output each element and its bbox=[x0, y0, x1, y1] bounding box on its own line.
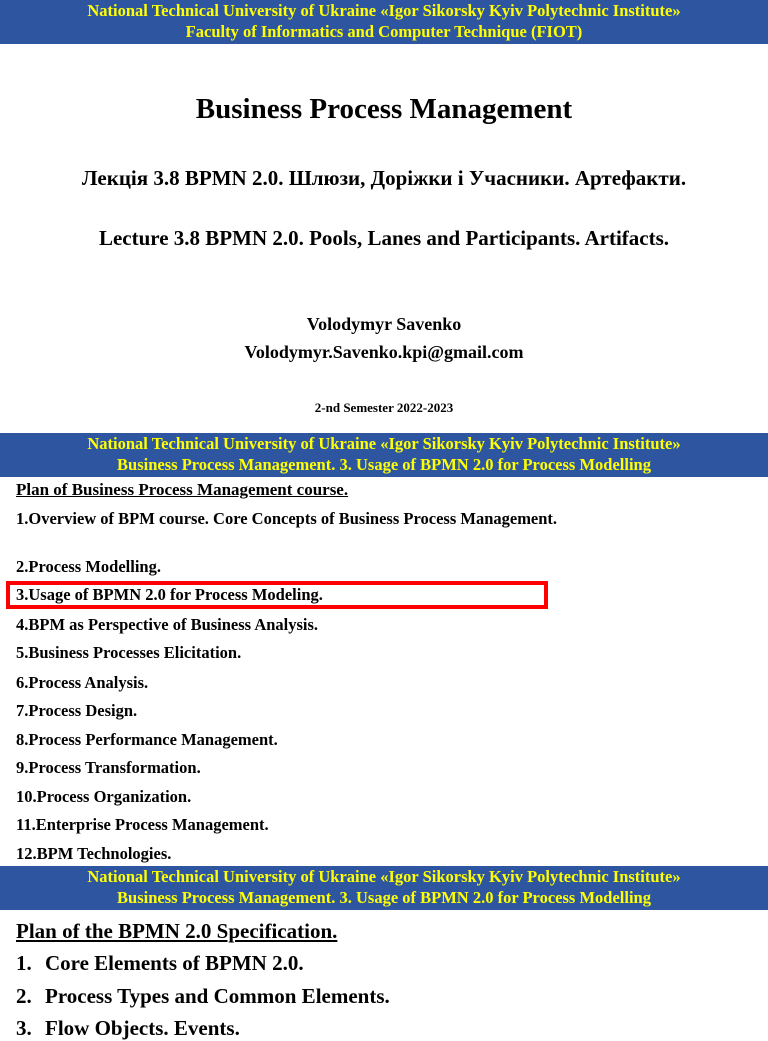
slide1-header-band bbox=[0, 0, 768, 44]
slide1-subtitle-uk: Лекція 3.8 BPMN 2.0. Шлюзи, Доріжки і Учасники. Артефакти. bbox=[81, 166, 687, 190]
spec-item-1 bbox=[16, 950, 304, 976]
slide3-course-title: Business Process Management. 3. Usage of BPMN 2.0 for Process Modelling bbox=[117, 888, 651, 907]
spec-item-3 bbox=[16, 1015, 240, 1041]
spec-item-text: Process Types and Common Elements. bbox=[45, 984, 390, 1008]
slide2-header-band bbox=[0, 433, 768, 477]
plan-item-2: 2.Process Modelling. bbox=[16, 557, 161, 576]
slide1-semester: 2-nd Semester 2022-2023 bbox=[314, 400, 454, 415]
slide1-email: Volodymyr.Savenko.kpi@gmail.com bbox=[244, 342, 524, 362]
plan-item-5: 5.Business Processes Elicitation. bbox=[16, 643, 242, 662]
slide1-faculty-name: Faculty of Informatics and Computer Technique (FIOT) bbox=[185, 22, 583, 41]
plan-item-7: 7.Process Design. bbox=[16, 701, 138, 720]
slide1-subtitle-en: Lecture 3.8 BPMN 2.0. Pools, Lanes and Participants. Artifacts. bbox=[98, 226, 670, 250]
plan-item-3: 3.Usage of BPMN 2.0 for Process Modeling. bbox=[16, 585, 323, 604]
slide1-title: Business Process Management bbox=[195, 93, 573, 125]
plan-item-11: 11.Enterprise Process Management. bbox=[16, 815, 269, 834]
slide3-university-name: National Technical University of Ukraine «Igor Sikorsky Kyiv Polytechnic Institute» bbox=[87, 867, 681, 886]
slide2-course-title: Business Process Management. 3. Usage of BPMN 2.0 for Process Modelling bbox=[117, 455, 651, 474]
spec-item-2 bbox=[16, 983, 390, 1009]
slide2-university-name: National Technical University of Ukraine «Igor Sikorsky Kyiv Polytechnic Institute» bbox=[87, 434, 681, 453]
slide2-plan-title: Plan of Business Process Management course. bbox=[16, 480, 349, 499]
spec-item-number: 3. bbox=[16, 1016, 32, 1040]
plan-item-12: 12.BPM Technologies. bbox=[16, 844, 172, 863]
slide1-university-name: National Technical University of Ukraine «Igor Sikorsky Kyiv Polytechnic Institute» bbox=[87, 1, 681, 20]
spec-item-text: Flow Objects. Events. bbox=[45, 1016, 240, 1040]
spec-item-number: 1. bbox=[16, 951, 32, 975]
slide3-plan-title: Plan of the BPMN 2.0 Specification. bbox=[16, 919, 338, 943]
plan-item-6: 6.Process Analysis. bbox=[16, 673, 149, 692]
plan-item-4: 4.BPM as Perspective of Business Analysis. bbox=[16, 615, 319, 634]
slide1-author: Volodymyr Savenko bbox=[306, 314, 462, 334]
slide3-header-band bbox=[0, 866, 768, 910]
plan-item-9: 9.Process Transformation. bbox=[16, 758, 201, 777]
plan-item-10: 10.Process Organization. bbox=[16, 787, 192, 806]
spec-item-text: Core Elements of BPMN 2.0. bbox=[45, 951, 304, 975]
plan-item-1: 1.Overview of BPM course. Core Concepts of Business Process Management. bbox=[16, 509, 558, 528]
plan-item-8: 8.Process Performance Management. bbox=[16, 730, 278, 749]
spec-item-number: 2. bbox=[16, 984, 32, 1008]
